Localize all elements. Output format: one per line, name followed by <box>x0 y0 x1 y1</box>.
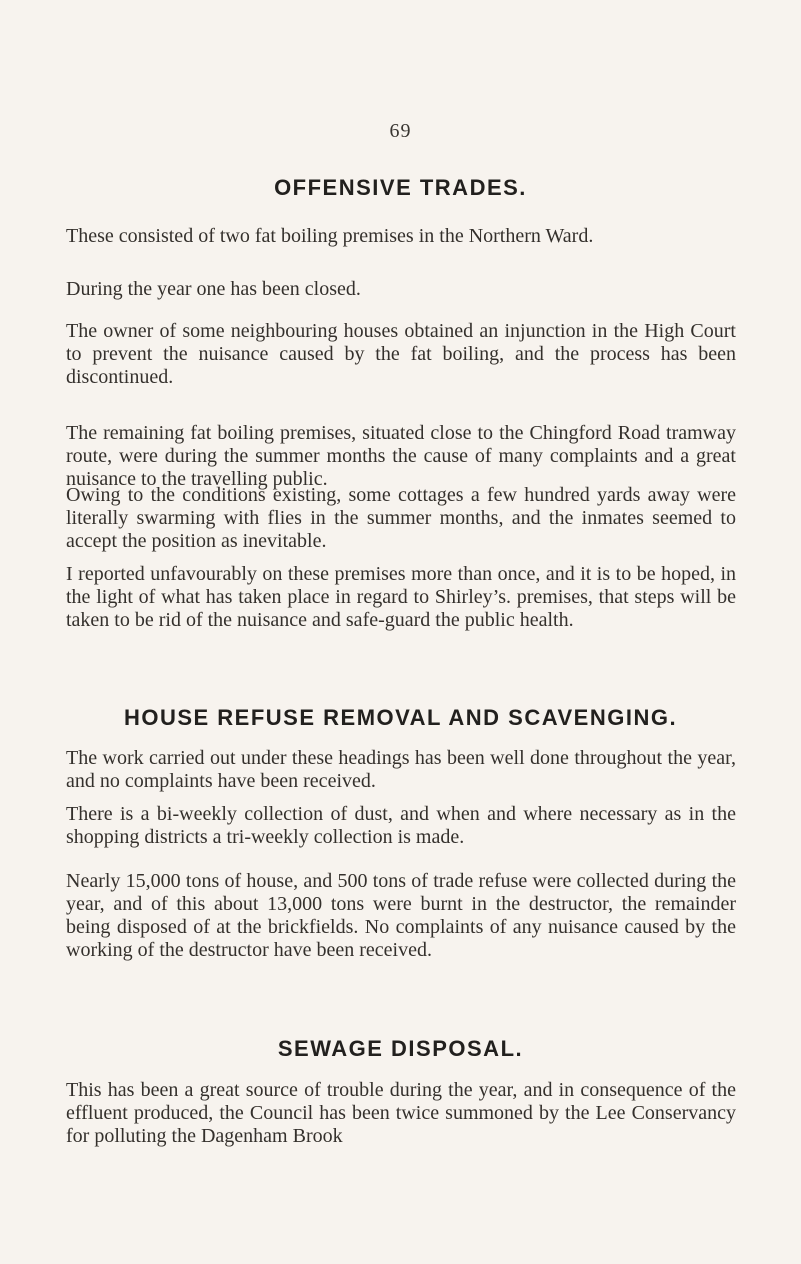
paragraph: Owing to the conditions existing, some cottages a few hundred yards away were literally swarming with flies in the summer months, and the inmates seemed to accept the position as inevitable. <box>66 484 736 552</box>
paragraph: This has been a great source of trouble during the year, and in consequence of the effluent produced, the Council has been twice summoned by the Lee Conservancy for polluting the Dagenham Brook <box>66 1079 736 1147</box>
paragraph: I reported unfavourably on these premises more than once, and it is to be hoped, in the light of what has taken place in regard to Shirley’s. premises, that steps will be taken to be rid of the nuisance and safe-guard the public health. <box>66 563 736 631</box>
section-heading-offensive-trades: OFFENSIVE TRADES. <box>274 175 527 200</box>
paragraph: During the year one has been closed. <box>66 278 361 300</box>
paragraph: The remaining fat boiling premises, situated close to the Chingford Road tramway route, were during the summer months the cause of many complaints and a great nuisance to the travelling public. <box>66 422 736 490</box>
paragraph: Nearly 15,000 tons of house, and 500 tons of trade refuse were collected during the year, and of this about 13,000 tons were burnt in the destructor, the remainder being disposed of at the brickfields. No complaints of any nuisance caused by the working of the destructor have been received. <box>66 870 736 961</box>
section-heading-house-refuse: HOUSE REFUSE REMOVAL AND SCAVENGING. <box>123 705 678 730</box>
paragraph: The work carried out under these headings has been well done throughout the year, and no complaints have been received. <box>66 747 736 792</box>
paragraph: There is a bi-weekly collection of dust, and when and where necessary as in the shopping districts a tri-weekly collection is made. <box>66 803 736 848</box>
section-heading-sewage-disposal: SEWAGE DISPOSAL. <box>277 1036 524 1061</box>
paragraph: These consisted of two fat boiling premises in the Northern Ward. <box>66 225 594 247</box>
paragraph: The owner of some neighbouring houses obtained an injunction in the High Court to prevent the nuisance caused by the fat boiling, and the process has been discontinued. <box>66 320 736 388</box>
page-number: 69 <box>389 120 412 142</box>
